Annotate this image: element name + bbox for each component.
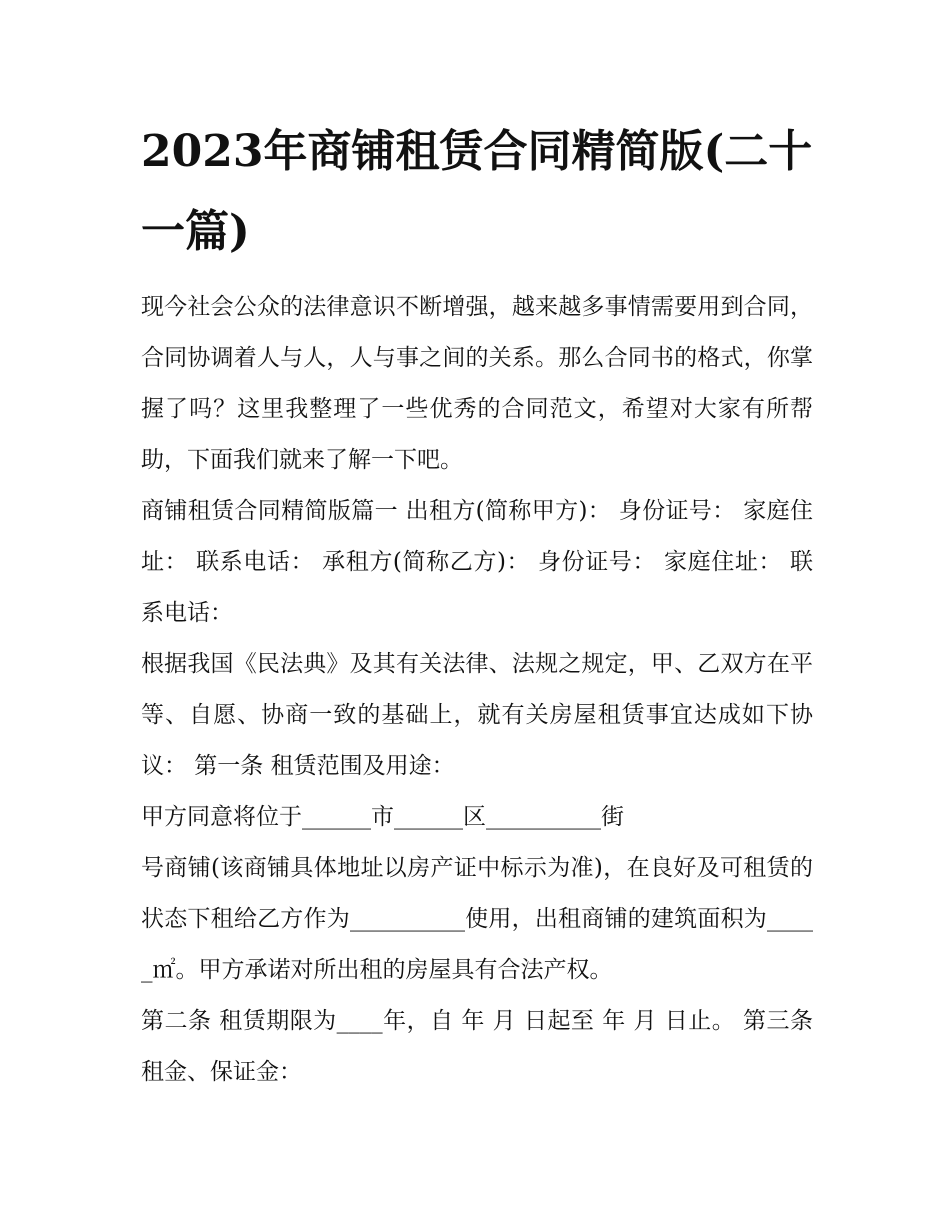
paragraph-intro: 现今社会公众的法律意识不断增强，越来越多事情需要用到合同，合同协调着人与人，人与事之间的关系。那么合同书的格式，你掌握了吗？这里我整理了一些优秀的合同范文，希望对大家有所帮助，下面我们就来了解一下吧。 bbox=[141, 294, 813, 473]
document-title: 2023年商铺租赁合同精简版(二十一篇) bbox=[141, 126, 813, 257]
paragraph-parties: 商铺租赁合同精简版篇一 出租方(简称甲方)： 身份证号： 家庭住址： 联系电话： 承租方(简称乙方)： 身份证号： 家庭住址： 联系电话： bbox=[141, 498, 813, 626]
paragraph-basis: 根据我国《民法典》及其有关法律、法规之规定，甲、乙双方在平等、自愿、协商一致的基础上，就有关房屋租赁事宜达成如下协议： 第一条 租赁范围及用途： bbox=[141, 651, 813, 779]
paragraph-term: 第二条 租赁期限为____年，自 年 月 日起至 年 月 日止。 第三条 租金、保证金： bbox=[141, 1008, 813, 1085]
paragraph-location: 甲方同意将位于______市______区__________街 bbox=[141, 804, 624, 830]
document-body bbox=[141, 112, 813, 1098]
paragraph-shop-description: 号商铺(该商铺具体地址以房产证中标示为准)，在良好及可租赁的状态下租给乙方作为__________使用，出租商铺的建筑面积为_____㎡。甲方承诺对所出租的房屋具有合法产权。 bbox=[141, 855, 813, 983]
